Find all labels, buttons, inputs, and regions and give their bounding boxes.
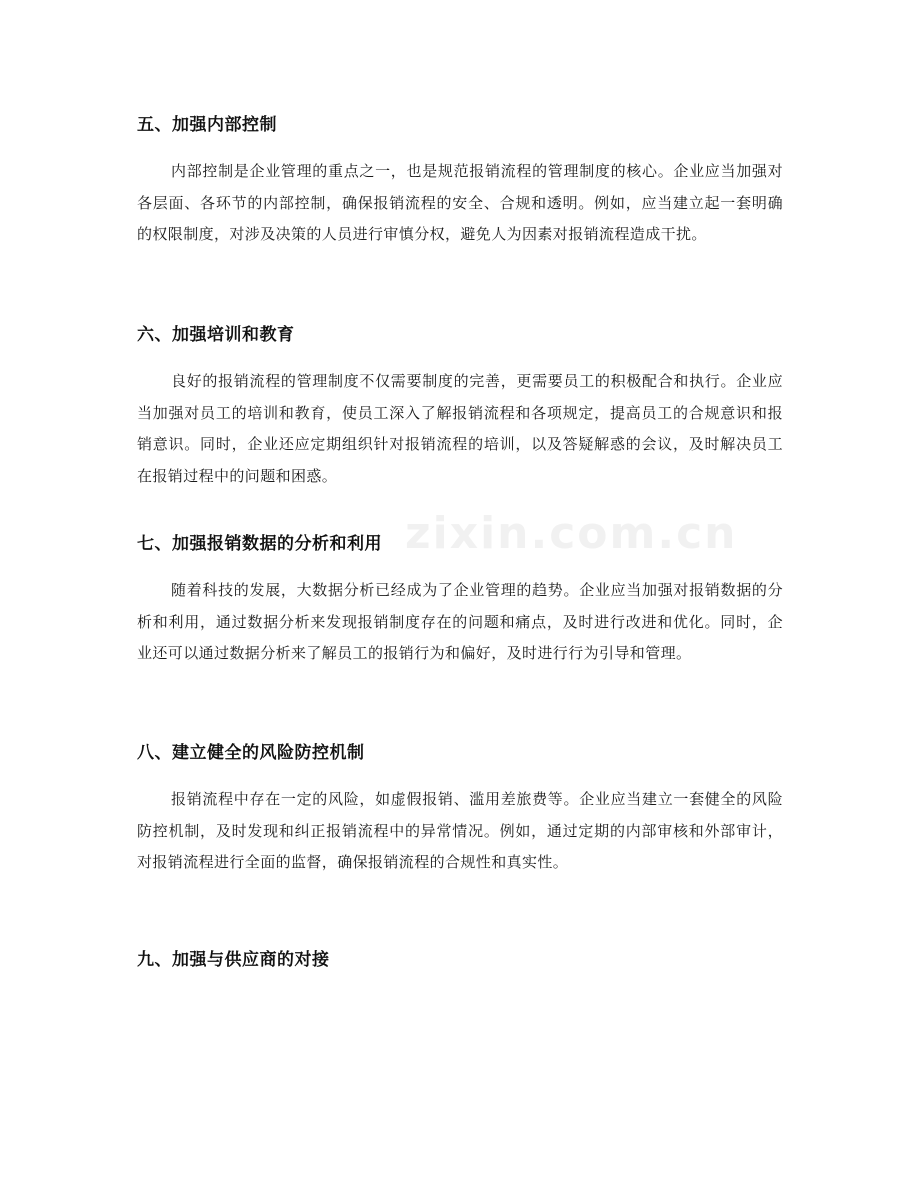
section-heading-9: 九、加强与供应商的对接	[137, 950, 330, 970]
section-paragraph-7: 随着科技的发展，大数据分析已经成为了企业管理的趋势。企业应当加强对报销数据的分析和利用，通过数据分析来发现报销制度存在的问题和痛点，及时进行改进和优化。同时，企业还可以通过数据分析来了解员工的报销行为和偏好，及时进行行为引导和管理。	[137, 581, 783, 662]
section-paragraph-6: 良好的报销流程的管理制度不仅需要制度的完善，更需要员工的积极配合和执行。企业应当加强对员工的培训和教育，使员工深入了解报销流程和各项规定，提高员工的合规意识和报销意识。同时，企业还应定期组织针对报销流程的培训，以及答疑解惑的会议，及时解决员工在报销过程中的问题和困惑。	[137, 372, 783, 485]
section-heading-5: 五、加强内部控制	[137, 115, 277, 135]
section-paragraph-5: 内部控制是企业管理的重点之一，也是规范报销流程的管理制度的核心。企业应当加强对各层面、各环节的内部控制，确保报销流程的安全、合规和透明。例如，应当建立起一套明确的权限制度，对涉及决策的人员进行审慎分权，避免人为因素对报销流程造成干扰。	[137, 162, 783, 243]
section-paragraph-8: 报销流程中存在一定的风险，如虚假报销、滥用差旅费等。企业应当建立一套健全的风险防控机制，及时发现和纠正报销流程中的异常情况。例如，通过定期的内部审核和外部审计，对报销流程进行全面的监督，确保报销流程的合规性和真实性。	[137, 790, 783, 871]
section-heading-6: 六、加强培训和教育	[137, 325, 295, 345]
watermark: zixin.com.cn	[405, 508, 738, 559]
section-heading-8: 八、建立健全的风险防控机制	[137, 743, 365, 763]
section-heading-7: 七、加强报销数据的分析和利用	[137, 534, 382, 554]
